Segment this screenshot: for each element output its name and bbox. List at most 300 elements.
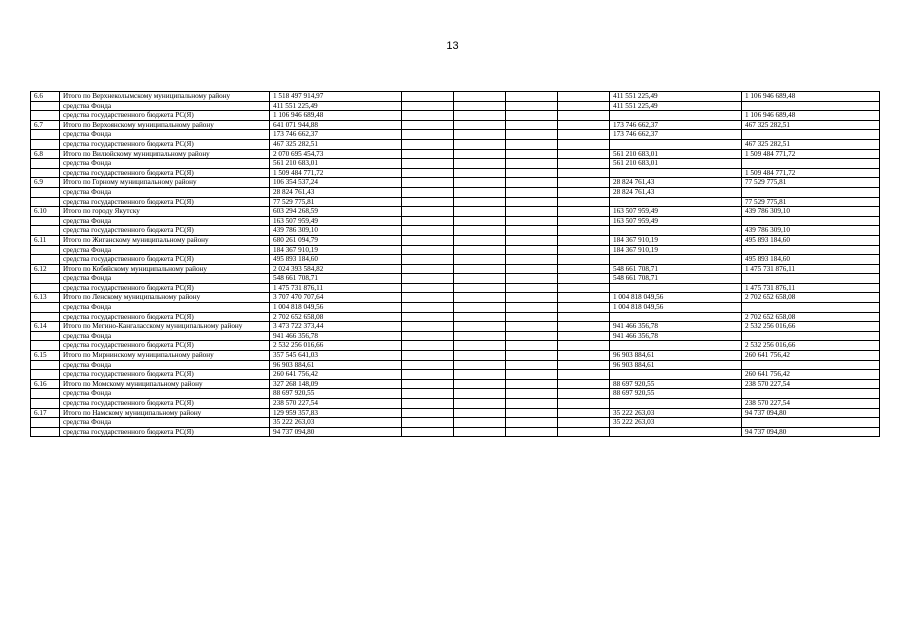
row-name-cell: Итого по Ленскому муниципальному району: [60, 293, 270, 303]
total-cell: 88 697 920,55: [270, 389, 402, 399]
empty-cell: [558, 149, 610, 159]
total-cell: 1 106 946 689,48: [270, 111, 402, 121]
row-name-cell: Итого по Вилюйскому муниципальному району: [60, 149, 270, 159]
empty-cell: [454, 245, 506, 255]
row-number-cell: 6.10: [31, 207, 60, 217]
row-name-cell: средства государственного бюджета РС(Я): [60, 139, 270, 149]
empty-cell: [402, 408, 454, 418]
row-name-cell: средства Фонда: [60, 245, 270, 255]
row-name-cell: средства государственного бюджета РС(Я): [60, 427, 270, 437]
empty-cell: [454, 92, 506, 102]
empty-cell: [558, 101, 610, 111]
total-cell: 1 518 497 914,97: [270, 92, 402, 102]
empty-cell: [558, 139, 610, 149]
total-cell: 3 473 722 373,44: [270, 322, 402, 332]
republic-budget-cell: 260 641 756,42: [742, 370, 880, 380]
table-row: [31, 427, 880, 437]
republic-budget-cell: 260 641 756,42: [742, 351, 880, 361]
row-name-cell: средства Фонда: [60, 216, 270, 226]
empty-cell: [454, 370, 506, 380]
empty-cell: [558, 399, 610, 409]
row-number-cell: [31, 101, 60, 111]
empty-cell: [454, 283, 506, 293]
row-name-cell: средства государственного бюджета РС(Я): [60, 111, 270, 121]
republic-budget-cell: [742, 303, 880, 313]
republic-budget-cell: [742, 418, 880, 428]
total-cell: 1 004 818 049,56: [270, 303, 402, 313]
empty-cell: [402, 120, 454, 130]
total-cell: 184 367 910,19: [270, 245, 402, 255]
table-row: [31, 130, 880, 140]
empty-cell: [402, 379, 454, 389]
row-name-cell: средства государственного бюджета РС(Я): [60, 370, 270, 380]
empty-cell: [506, 360, 558, 370]
empty-cell: [506, 322, 558, 332]
empty-cell: [558, 178, 610, 188]
fund-cell: [610, 226, 742, 236]
empty-cell: [558, 197, 610, 207]
row-name-cell: Итого по Верхнеколымскому муниципальному району: [60, 92, 270, 102]
row-name-cell: средства Фонда: [60, 187, 270, 197]
republic-budget-cell: 2 532 256 016,66: [742, 341, 880, 351]
empty-cell: [558, 389, 610, 399]
empty-cell: [454, 303, 506, 313]
row-number-cell: [31, 187, 60, 197]
row-name-cell: Итого по Жиганскому муниципальному району: [60, 235, 270, 245]
empty-cell: [506, 274, 558, 284]
table-row: [31, 149, 880, 159]
fund-cell: 1 004 818 049,56: [610, 303, 742, 313]
total-cell: 260 641 756,42: [270, 370, 402, 380]
republic-budget-cell: 1 106 946 689,48: [742, 92, 880, 102]
empty-cell: [402, 130, 454, 140]
empty-cell: [506, 130, 558, 140]
row-number-cell: [31, 197, 60, 207]
republic-budget-cell: 2 702 652 658,08: [742, 293, 880, 303]
total-cell: 680 261 094,79: [270, 235, 402, 245]
total-cell: 2 070 695 454,73: [270, 149, 402, 159]
empty-cell: [454, 351, 506, 361]
republic-budget-cell: 1 509 484 771,72: [742, 168, 880, 178]
table-row: [31, 264, 880, 274]
fund-cell: 561 210 683,01: [610, 159, 742, 169]
row-name-cell: средства Фонда: [60, 360, 270, 370]
empty-cell: [558, 255, 610, 265]
budget-table: [30, 91, 880, 437]
empty-cell: [402, 216, 454, 226]
empty-cell: [506, 418, 558, 428]
republic-budget-cell: 77 529 775,81: [742, 178, 880, 188]
empty-cell: [402, 370, 454, 380]
empty-cell: [454, 322, 506, 332]
total-cell: 357 545 641,03: [270, 351, 402, 361]
empty-cell: [506, 264, 558, 274]
republic-budget-cell: 467 325 282,51: [742, 120, 880, 130]
empty-cell: [454, 216, 506, 226]
empty-cell: [558, 283, 610, 293]
empty-cell: [506, 331, 558, 341]
empty-cell: [402, 207, 454, 217]
table-row: [31, 216, 880, 226]
row-number-cell: [31, 255, 60, 265]
empty-cell: [454, 379, 506, 389]
empty-cell: [402, 418, 454, 428]
total-cell: 641 071 944,88: [270, 120, 402, 130]
row-number-cell: [31, 226, 60, 236]
empty-cell: [402, 264, 454, 274]
row-number-cell: 6.12: [31, 264, 60, 274]
fund-cell: 163 507 959,49: [610, 207, 742, 217]
empty-cell: [506, 303, 558, 313]
row-number-cell: [31, 130, 60, 140]
row-number-cell: [31, 303, 60, 313]
empty-cell: [402, 101, 454, 111]
row-name-cell: средства Фонда: [60, 303, 270, 313]
table-row: [31, 120, 880, 130]
empty-cell: [558, 245, 610, 255]
empty-cell: [454, 341, 506, 351]
fund-cell: 411 551 225,49: [610, 101, 742, 111]
total-cell: 1 509 484 771,72: [270, 168, 402, 178]
row-number-cell: [31, 389, 60, 399]
row-name-cell: средства Фонда: [60, 159, 270, 169]
empty-cell: [506, 293, 558, 303]
table-row: [31, 351, 880, 361]
empty-cell: [402, 331, 454, 341]
empty-cell: [454, 418, 506, 428]
row-name-cell: средства государственного бюджета РС(Я): [60, 283, 270, 293]
total-cell: 3 707 470 707,64: [270, 293, 402, 303]
table-row: [31, 159, 880, 169]
republic-budget-cell: 1 509 484 771,72: [742, 149, 880, 159]
republic-budget-cell: 1 475 731 876,11: [742, 264, 880, 274]
fund-cell: 548 661 708,71: [610, 264, 742, 274]
total-cell: 96 903 884,61: [270, 360, 402, 370]
empty-cell: [506, 283, 558, 293]
row-number-cell: [31, 399, 60, 409]
fund-cell: 88 697 920,55: [610, 389, 742, 399]
empty-cell: [454, 360, 506, 370]
row-name-cell: Итого по Кобяйскому муниципальному району: [60, 264, 270, 274]
republic-budget-cell: 77 529 775,81: [742, 197, 880, 207]
fund-cell: 96 903 884,61: [610, 351, 742, 361]
empty-cell: [506, 92, 558, 102]
total-cell: 106 354 537,24: [270, 178, 402, 188]
empty-cell: [402, 283, 454, 293]
republic-budget-cell: 94 737 094,80: [742, 408, 880, 418]
fund-cell: [610, 168, 742, 178]
republic-budget-cell: [742, 187, 880, 197]
row-number-cell: 6.15: [31, 351, 60, 361]
empty-cell: [506, 226, 558, 236]
empty-cell: [402, 197, 454, 207]
row-name-cell: средства Фонда: [60, 130, 270, 140]
fund-cell: 96 903 884,61: [610, 360, 742, 370]
empty-cell: [558, 408, 610, 418]
empty-cell: [402, 168, 454, 178]
empty-cell: [402, 341, 454, 351]
empty-cell: [454, 130, 506, 140]
total-cell: 173 746 662,37: [270, 130, 402, 140]
republic-budget-cell: 1 106 946 689,48: [742, 111, 880, 121]
row-number-cell: 6.14: [31, 322, 60, 332]
republic-budget-cell: 439 786 309,10: [742, 226, 880, 236]
table-row: [31, 331, 880, 341]
empty-cell: [454, 312, 506, 322]
empty-cell: [558, 274, 610, 284]
total-cell: 495 893 184,60: [270, 255, 402, 265]
empty-cell: [506, 408, 558, 418]
empty-cell: [506, 187, 558, 197]
empty-cell: [402, 389, 454, 399]
fund-cell: [610, 427, 742, 437]
total-cell: 561 210 683,01: [270, 159, 402, 169]
empty-cell: [402, 351, 454, 361]
empty-cell: [454, 120, 506, 130]
empty-cell: [454, 207, 506, 217]
empty-cell: [402, 92, 454, 102]
row-name-cell: средства государственного бюджета РС(Я): [60, 197, 270, 207]
fund-cell: 163 507 959,49: [610, 216, 742, 226]
empty-cell: [558, 130, 610, 140]
empty-cell: [402, 111, 454, 121]
republic-budget-cell: [742, 101, 880, 111]
empty-cell: [558, 303, 610, 313]
row-name-cell: средства Фонда: [60, 101, 270, 111]
row-name-cell: средства государственного бюджета РС(Я): [60, 312, 270, 322]
table-row: [31, 235, 880, 245]
row-name-cell: средства Фонда: [60, 389, 270, 399]
row-number-cell: [31, 159, 60, 169]
empty-cell: [454, 331, 506, 341]
fund-cell: 184 367 910,19: [610, 235, 742, 245]
table-row: [31, 178, 880, 188]
table-row: [31, 283, 880, 293]
row-name-cell: Итого по Верхоянскому муниципальному району: [60, 120, 270, 130]
row-number-cell: 6.9: [31, 178, 60, 188]
republic-budget-cell: [742, 130, 880, 140]
table-row: [31, 197, 880, 207]
fund-cell: 561 210 683,01: [610, 149, 742, 159]
total-cell: 548 661 708,71: [270, 274, 402, 284]
row-number-cell: [31, 274, 60, 284]
table-row: [31, 379, 880, 389]
total-cell: 77 529 775,81: [270, 197, 402, 207]
empty-cell: [402, 312, 454, 322]
row-number-cell: 6.8: [31, 149, 60, 159]
table-row: [31, 274, 880, 284]
republic-budget-cell: 94 737 094,80: [742, 427, 880, 437]
fund-cell: [610, 283, 742, 293]
row-name-cell: Итого по Мирнинскому муниципальному району: [60, 351, 270, 361]
row-name-cell: средства государственного бюджета РС(Я): [60, 399, 270, 409]
fund-cell: 941 466 356,78: [610, 322, 742, 332]
republic-budget-cell: [742, 389, 880, 399]
fund-cell: 28 824 761,43: [610, 178, 742, 188]
empty-cell: [506, 245, 558, 255]
empty-cell: [506, 149, 558, 159]
empty-cell: [506, 312, 558, 322]
republic-budget-cell: [742, 216, 880, 226]
fund-cell: 173 746 662,37: [610, 130, 742, 140]
table-row: [31, 207, 880, 217]
republic-budget-cell: [742, 331, 880, 341]
fund-cell: 1 004 818 049,56: [610, 293, 742, 303]
empty-cell: [454, 111, 506, 121]
empty-cell: [558, 370, 610, 380]
fund-cell: [610, 312, 742, 322]
table-row: [31, 303, 880, 313]
empty-cell: [402, 149, 454, 159]
empty-cell: [558, 418, 610, 428]
table-row: [31, 399, 880, 409]
empty-cell: [506, 341, 558, 351]
empty-cell: [402, 226, 454, 236]
table-row: [31, 312, 880, 322]
empty-cell: [454, 159, 506, 169]
republic-budget-cell: 238 570 227,54: [742, 379, 880, 389]
fund-cell: [610, 399, 742, 409]
empty-cell: [506, 370, 558, 380]
row-number-cell: [31, 418, 60, 428]
republic-budget-cell: 238 570 227,54: [742, 399, 880, 409]
row-number-cell: 6.6: [31, 92, 60, 102]
empty-cell: [506, 101, 558, 111]
total-cell: 94 737 094,80: [270, 427, 402, 437]
empty-cell: [402, 255, 454, 265]
total-cell: 941 466 356,78: [270, 331, 402, 341]
row-name-cell: средства государственного бюджета РС(Я): [60, 168, 270, 178]
total-cell: 28 824 761,43: [270, 187, 402, 197]
table-row: [31, 111, 880, 121]
empty-cell: [558, 120, 610, 130]
empty-cell: [454, 389, 506, 399]
fund-cell: 941 466 356,78: [610, 331, 742, 341]
row-number-cell: [31, 360, 60, 370]
table-row: [31, 370, 880, 380]
empty-cell: [558, 322, 610, 332]
republic-budget-cell: 2 532 256 016,66: [742, 322, 880, 332]
row-name-cell: средства Фонда: [60, 331, 270, 341]
budget-table-body: [31, 92, 880, 437]
empty-cell: [506, 111, 558, 121]
total-cell: 467 325 282,51: [270, 139, 402, 149]
total-cell: 1 475 731 876,11: [270, 283, 402, 293]
page-number: 13: [446, 40, 459, 52]
row-name-cell: Итого по городу Якутску: [60, 207, 270, 217]
empty-cell: [454, 178, 506, 188]
total-cell: 2 532 256 016,66: [270, 341, 402, 351]
empty-cell: [454, 274, 506, 284]
empty-cell: [454, 264, 506, 274]
empty-cell: [402, 399, 454, 409]
empty-cell: [454, 149, 506, 159]
row-number-cell: [31, 168, 60, 178]
empty-cell: [454, 187, 506, 197]
empty-cell: [454, 399, 506, 409]
empty-cell: [558, 341, 610, 351]
empty-cell: [402, 159, 454, 169]
row-name-cell: средства государственного бюджета РС(Я): [60, 226, 270, 236]
row-name-cell: средства Фонда: [60, 274, 270, 284]
empty-cell: [506, 120, 558, 130]
table-row: [31, 418, 880, 428]
table-row: [31, 293, 880, 303]
row-number-cell: 6.7: [31, 120, 60, 130]
empty-cell: [402, 293, 454, 303]
table-row: [31, 322, 880, 332]
total-cell: 163 507 959,49: [270, 216, 402, 226]
empty-cell: [402, 427, 454, 437]
row-number-cell: [31, 331, 60, 341]
fund-cell: 411 551 225,49: [610, 92, 742, 102]
empty-cell: [558, 360, 610, 370]
empty-cell: [402, 274, 454, 284]
table-row: [31, 360, 880, 370]
republic-budget-cell: [742, 159, 880, 169]
row-name-cell: Итого по Намскому муниципальному району: [60, 408, 270, 418]
table-row: [31, 101, 880, 111]
empty-cell: [558, 331, 610, 341]
fund-cell: [610, 370, 742, 380]
table-row: [31, 168, 880, 178]
empty-cell: [402, 245, 454, 255]
table-row: [31, 92, 880, 102]
table-row: [31, 139, 880, 149]
row-number-cell: [31, 139, 60, 149]
empty-cell: [558, 207, 610, 217]
total-cell: 603 294 268,59: [270, 207, 402, 217]
empty-cell: [506, 159, 558, 169]
empty-cell: [454, 226, 506, 236]
republic-budget-cell: 2 702 652 658,08: [742, 312, 880, 322]
empty-cell: [402, 303, 454, 313]
row-number-cell: [31, 370, 60, 380]
empty-cell: [558, 293, 610, 303]
republic-budget-cell: 439 786 309,10: [742, 207, 880, 217]
table-row: [31, 341, 880, 351]
empty-cell: [506, 379, 558, 389]
empty-cell: [558, 216, 610, 226]
total-cell: 327 268 148,09: [270, 379, 402, 389]
republic-budget-cell: [742, 274, 880, 284]
fund-cell: 184 367 910,19: [610, 245, 742, 255]
empty-cell: [506, 399, 558, 409]
row-number-cell: [31, 427, 60, 437]
empty-cell: [506, 351, 558, 361]
empty-cell: [506, 178, 558, 188]
empty-cell: [402, 139, 454, 149]
table-row: [31, 187, 880, 197]
row-number-cell: [31, 283, 60, 293]
empty-cell: [454, 168, 506, 178]
empty-cell: [506, 168, 558, 178]
empty-cell: [558, 187, 610, 197]
row-name-cell: Итого по Мегино-Кангаласскому муниципальному району: [60, 322, 270, 332]
empty-cell: [506, 389, 558, 399]
row-number-cell: 6.13: [31, 293, 60, 303]
empty-cell: [506, 207, 558, 217]
empty-cell: [454, 408, 506, 418]
empty-cell: [506, 255, 558, 265]
row-number-cell: [31, 216, 60, 226]
total-cell: 35 222 263,03: [270, 418, 402, 428]
empty-cell: [558, 379, 610, 389]
empty-cell: [454, 101, 506, 111]
row-number-cell: [31, 341, 60, 351]
empty-cell: [558, 168, 610, 178]
empty-cell: [506, 139, 558, 149]
